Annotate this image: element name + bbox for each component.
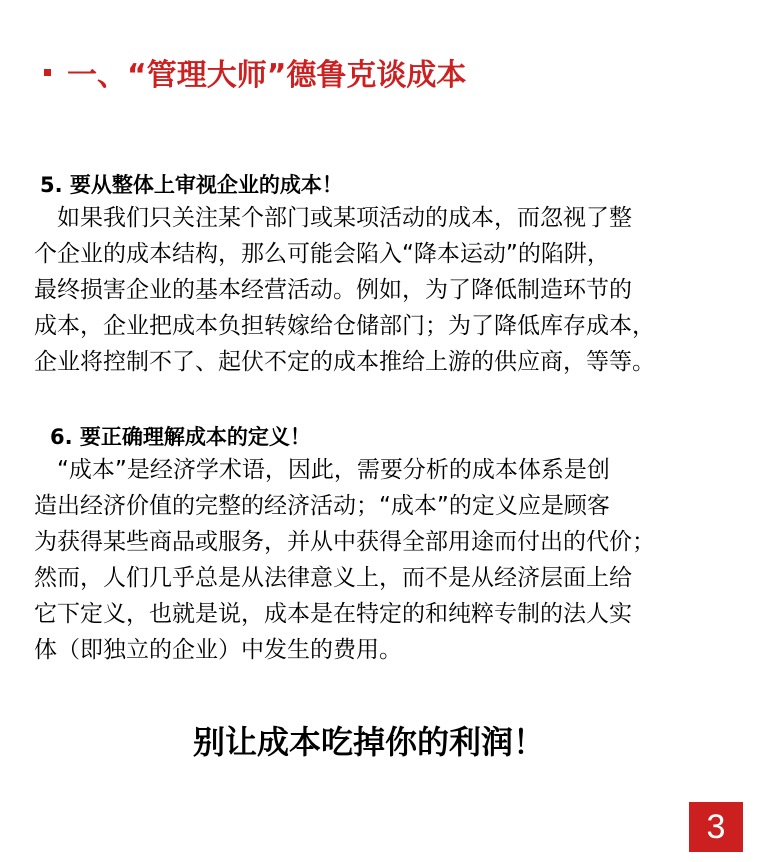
page-number-badge: 3	[689, 802, 743, 852]
page-title	[44, 50, 466, 94]
paragraph-line: 最终损害企业的基本经营活动。例如，为了降低制造环节的	[34, 277, 632, 303]
paragraph-line: 然而，人们几乎总是从法律意义上，而不是从经济层面上给	[34, 565, 632, 591]
paragraph-line: 成本，企业把成本负担转嫁给仓储部门；为了降低库存成本，	[34, 313, 655, 339]
paragraph-line: 造出经济价值的完整的经济活动；“成本”的定义应是顾客	[34, 493, 610, 519]
section-6-paragraph	[34, 452, 774, 668]
paragraph-line: 个企业的成本结构，那么可能会陷入“降本运动”的陷阱，	[34, 241, 610, 267]
bullet-icon	[44, 69, 51, 76]
section-5-paragraph	[34, 200, 774, 380]
paragraph-line: 体（即独立的企业）中发生的费用。	[34, 637, 402, 663]
paragraph-line: 它下定义，也就是说，成本是在特定的和纯粹专制的法人实	[34, 601, 632, 627]
paragraph-line: 企业将控制不了、起伏不定的成本推给上游的供应商，等等。	[34, 349, 655, 375]
paragraph-line: “成本”是经济学术语，因此，需要分析的成本体系是创	[34, 457, 610, 483]
slogan: 别让成本吃掉你的利润！	[192, 723, 545, 761]
page-title-text: 一、“管理大师”德鲁克谈成本	[67, 58, 467, 93]
paragraph-line: 为获得某些商品或服务，并从中获得全部用途而付出的代价；	[34, 529, 655, 555]
paragraph-line: 如果我们只关注某个部门或某项活动的成本，而忽视了整	[34, 205, 632, 231]
section-5-heading: 5. 要从整体上审视企业的成本！	[40, 173, 343, 197]
section-6-heading: 6. 要正确理解成本的定义！	[50, 425, 311, 449]
